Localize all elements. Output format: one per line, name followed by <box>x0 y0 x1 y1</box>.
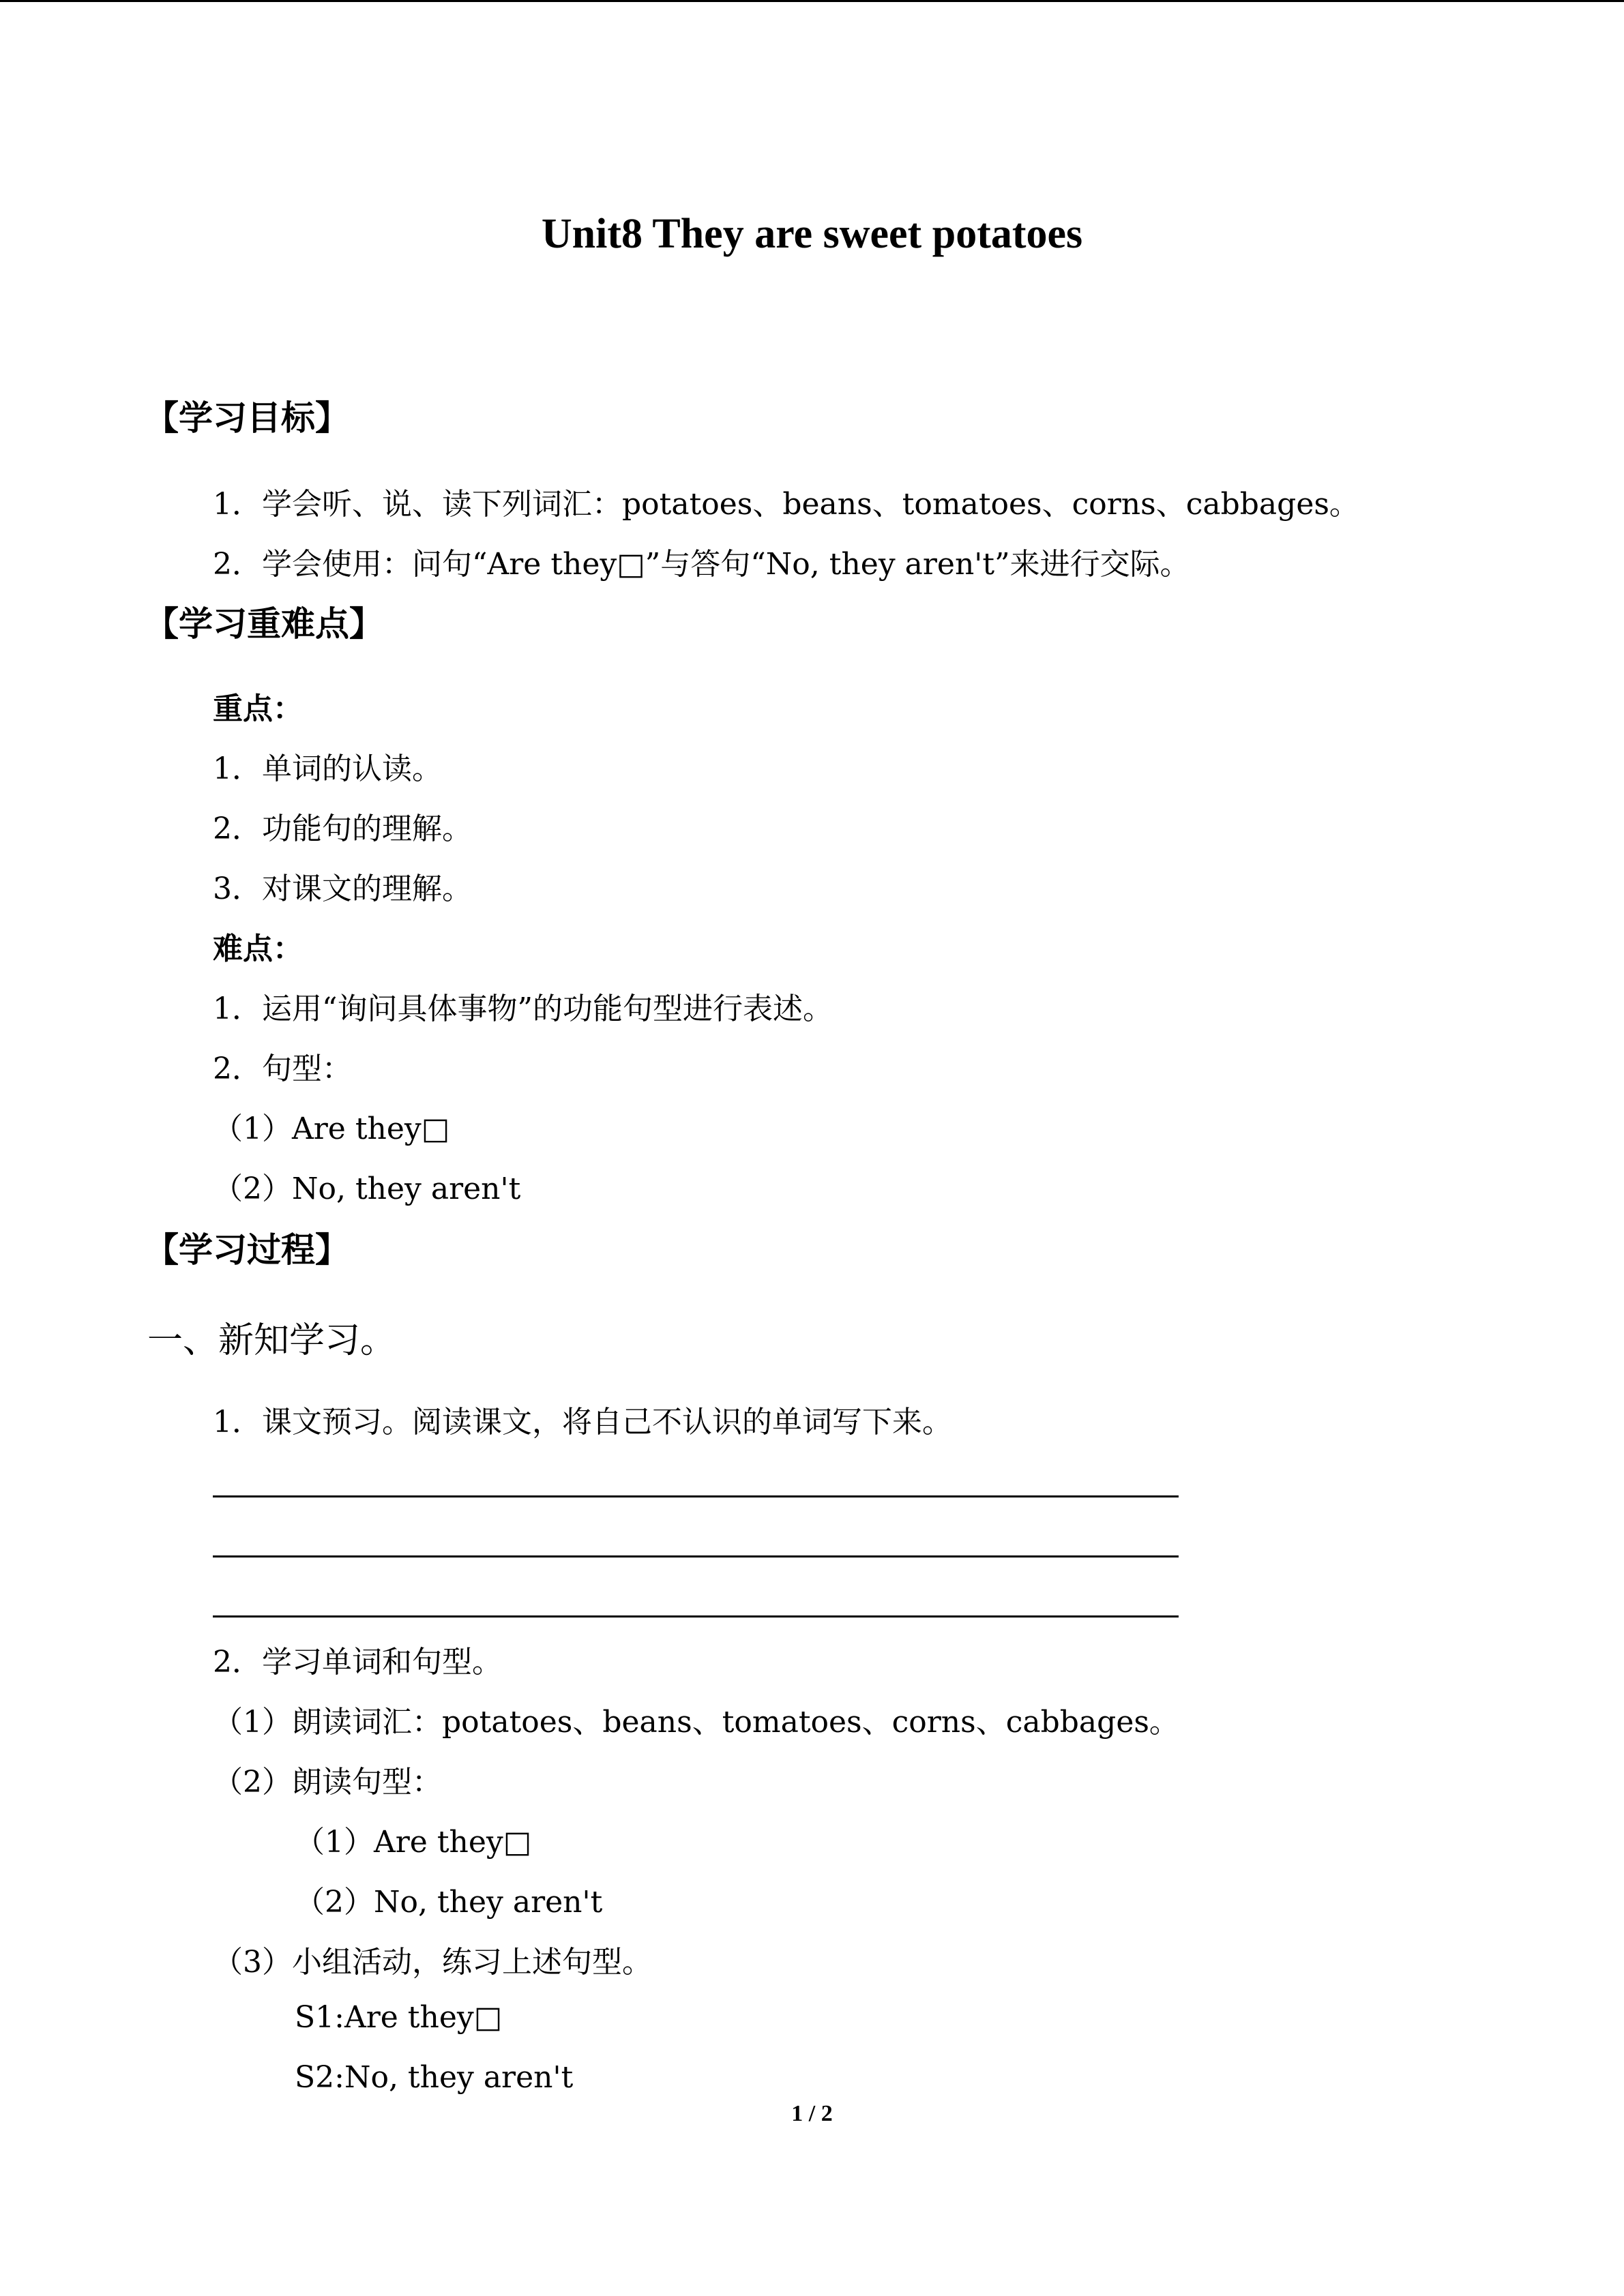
dialogue-line-1: S1:Are they□ <box>295 2000 503 2035</box>
key-item-3: 3．对课文的理解。 <box>213 871 472 906</box>
objectives-heading: 【学习目标】 <box>145 398 349 438</box>
objective-item-2: 2．学会使用：问句“Are they□”与答句“No, they aren't”来进行交际。 <box>213 547 1190 582</box>
difficult-item-2: 2．句型： <box>213 1052 352 1086</box>
pattern-1: （1）Are they□ <box>295 1825 532 1860</box>
page-number: 1 / 2 <box>791 2101 833 2126</box>
step-1: 1．课文预习。阅读课文，将自己不认识的单词写下来。 <box>213 1405 952 1440</box>
step-2: 2．学习单词和句型。 <box>213 1645 502 1680</box>
page-title: Unit8 They are sweet potatoes <box>541 211 1083 257</box>
difficult-item-4: （2）No, they aren't <box>213 1172 521 1206</box>
dialogue-line-2: S2:No, they aren't <box>295 2060 574 2095</box>
pattern-2: （2）No, they aren't <box>295 1885 603 1920</box>
objective-item-1: 1．学会听、说、读下列词汇：potatoes、beans、tomatoes、corns、cabbages。 <box>213 487 1359 522</box>
process-heading: 【学习过程】 <box>145 1230 349 1270</box>
key-points-heading: 【学习重难点】 <box>145 604 383 644</box>
sub-item-1: （1）朗读词汇：potatoes、beans、tomatoes、corns、cabbages。 <box>213 1705 1179 1740</box>
difficult-label: 难点： <box>213 931 303 966</box>
answer-line-2[interactable] <box>213 1555 1179 1557</box>
answer-line-3[interactable] <box>213 1615 1179 1617</box>
key-item-2: 2．功能句的理解。 <box>213 811 472 846</box>
group-activity: （3）小组活动，练习上述句型。 <box>213 1945 652 1980</box>
key-item-1: 1．单词的认读。 <box>213 751 442 786</box>
sub-item-2: （2）朗读句型： <box>213 1765 442 1800</box>
difficult-item-1: 1．运用“询问具体事物”的功能句型进行表述。 <box>213 992 833 1026</box>
key-label: 重点： <box>213 691 303 726</box>
answer-line-1[interactable] <box>213 1495 1179 1497</box>
section-new-knowledge: 一、新知学习。 <box>147 1320 396 1361</box>
difficult-item-3: （1）Are they□ <box>213 1112 450 1146</box>
